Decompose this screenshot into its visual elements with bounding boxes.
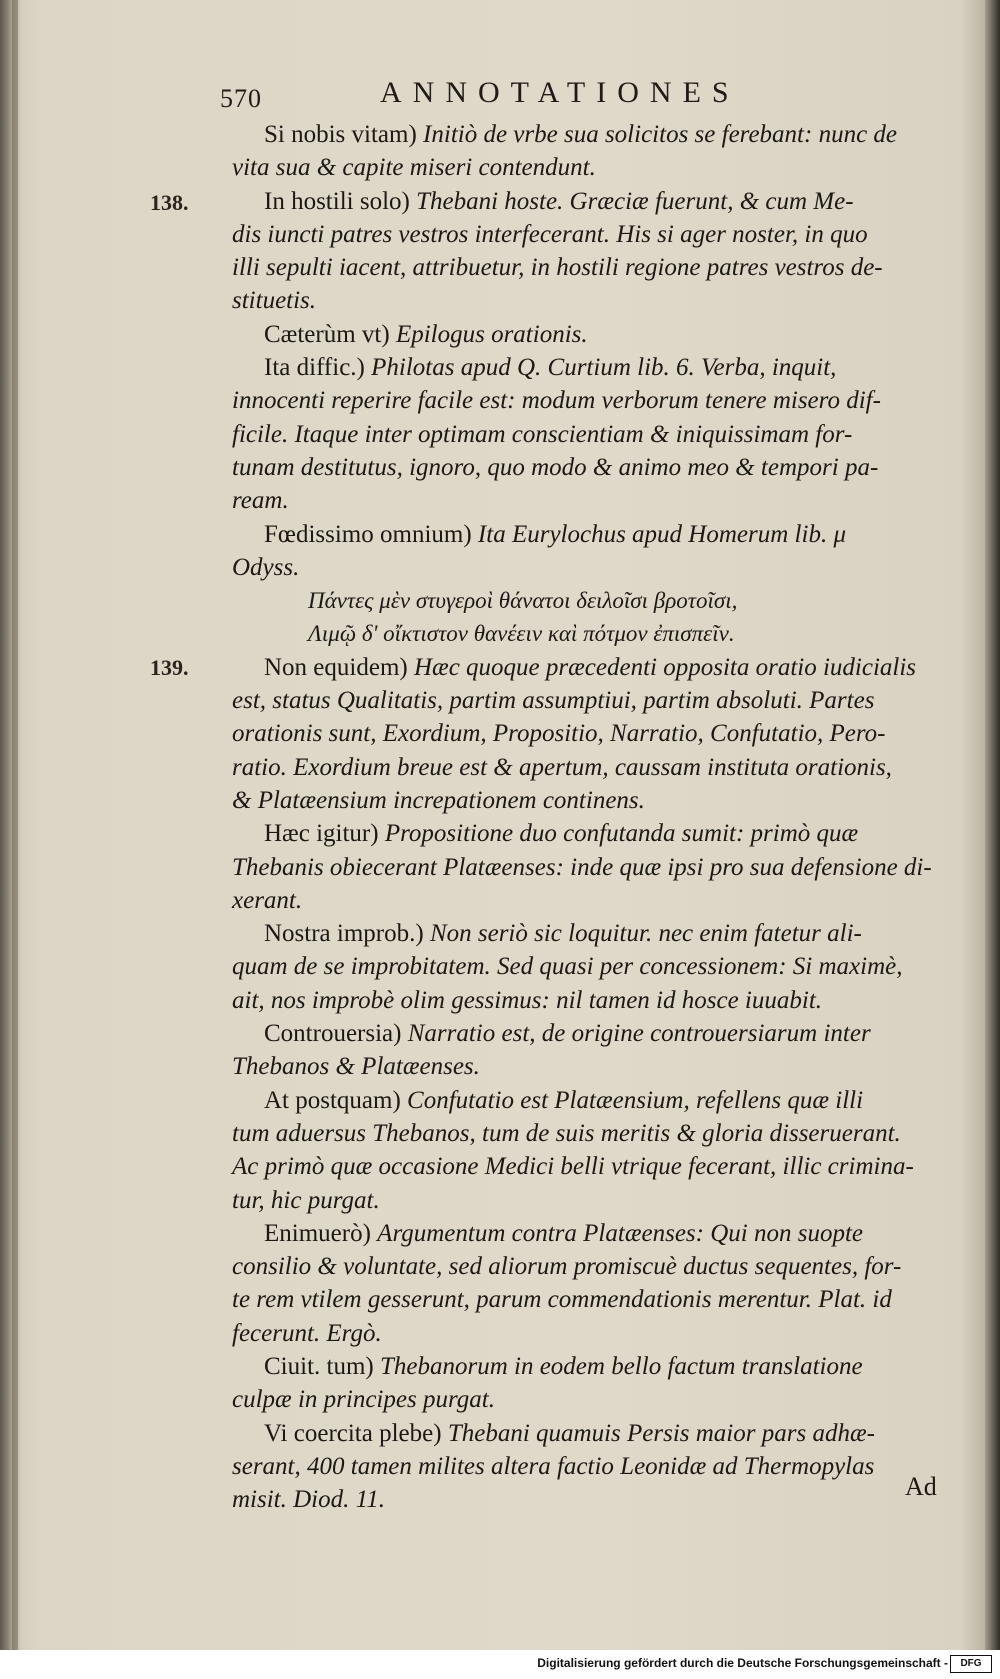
lemma: Enimuerò) [264, 1219, 371, 1247]
commentary: Epilogus orationis. [395, 320, 588, 348]
text-line [232, 484, 952, 517]
commentary: Confutatio est Platæensium, refellens quæ illi [407, 1086, 864, 1114]
text-line [232, 118, 952, 151]
text-line [232, 518, 952, 551]
text-line [232, 1117, 952, 1150]
text-line [232, 251, 952, 284]
text-line [232, 684, 952, 717]
commentary: dis iuncti patres vestros interfecerant. His si ager noster, in quo [232, 220, 868, 248]
commentary: innocenti reperire facile est: modum verborum tenere misero dif- [232, 387, 881, 415]
book-edge [985, 0, 1000, 1650]
commentary: Odyss. [232, 553, 300, 581]
text-line [232, 851, 952, 884]
commentary: Ita Eurylochus apud Homerum lib. μ [477, 520, 846, 548]
text-line [232, 185, 952, 218]
commentary: misit. Diod. 11. [232, 1486, 386, 1514]
commentary: stituetis. [232, 287, 317, 315]
text-line [232, 1250, 952, 1283]
lemma: Hæc igitur) [264, 820, 379, 848]
commentary: Initiò de vrbe sua solicitos se ferebant: nunc de [423, 121, 898, 148]
commentary: tunam destitutus, ignoro, quo modo & animo meo & tempori pa- [232, 453, 879, 481]
text-line [232, 884, 952, 917]
greek-verse: Λιμῷ δ' οἴκτιστον θανέειν καὶ πότμον ἐπισπεῖν. [308, 621, 735, 647]
commentary: Thebanorum in eodem bello factum translatione [379, 1352, 863, 1380]
lemma: In hostili solo) [264, 187, 410, 215]
commentary: Narratio est, de origine controuersiarum inter [407, 1020, 871, 1048]
text-line [232, 817, 952, 850]
commentary: Philotas apud Q. Curtium lib. 6. Verba, inquit, [371, 354, 837, 382]
commentary: ratio. Exordium breue est & apertum, caussam instituta orationis, [232, 753, 892, 781]
commentary: Thebani hoste. Græciæ fuerunt, & cum Me- [416, 187, 854, 215]
lemma: Si nobis vitam) [264, 121, 417, 148]
commentary: & Platæensium increpationem continens. [232, 786, 645, 814]
text-line [232, 1350, 952, 1383]
commentary: tum aduersus Thebanos, tum de suis meritis & gloria disseruerant. [232, 1119, 901, 1147]
commentary: Ac primò quæ occasione Medici belli vtrique fecerant, illic crimina- [232, 1153, 914, 1181]
text-line [232, 1050, 952, 1083]
commentary: serant, 400 tamen milites altera factio Leonidæ ad Thermopylas [232, 1452, 875, 1480]
commentary: Non seriò sic loquitur. nec enim fatetur ali- [429, 920, 862, 948]
commentary: Thebani quamuis Persis maior pars adhæ- [447, 1419, 875, 1447]
commentary: est, status Qualitatis, partim assumptiui, partim absoluti. Partes [232, 687, 875, 715]
commentary: ream. [232, 487, 289, 515]
lemma: Vi coercita plebe) [264, 1419, 442, 1447]
lemma: Ciuit. tum) [264, 1352, 374, 1380]
catchword: Ad [905, 1472, 937, 1501]
text-line [232, 1483, 952, 1516]
commentary: Thebanos & Platæenses. [232, 1053, 480, 1081]
text-line [232, 1383, 952, 1416]
commentary: ait, nos improbè olim gessimus: nil tamen id hosce iuuabit. [232, 986, 823, 1014]
dfg-logo: DFG [950, 1655, 992, 1673]
text-line [232, 584, 952, 617]
commentary: vita sua & capite miseri contendunt. [232, 154, 596, 182]
text-line [232, 1017, 952, 1050]
text-line [232, 717, 952, 750]
commentary: xerant. [232, 886, 303, 914]
header-title: ANNOTATIONES [380, 76, 740, 109]
commentary: tur, hic purgat. [232, 1186, 380, 1214]
commentary: ficile. Itaque inter optimam conscientiam & iniquissimam for- [232, 420, 853, 448]
text-line [232, 651, 952, 684]
text-line [232, 551, 952, 584]
footer-credit: Digitalisierung gefördert durch die Deutsche Forschungsgemeinschaft - [537, 1656, 948, 1670]
annotation-text [232, 118, 952, 1516]
text-line [232, 950, 952, 983]
text-line [232, 284, 952, 317]
text-line [232, 1450, 952, 1483]
text-line [232, 1217, 952, 1250]
text-line [232, 418, 952, 451]
digitization-footer [0, 1650, 1000, 1679]
text-line [232, 1283, 952, 1316]
text-line [232, 1417, 952, 1450]
text-line [232, 1150, 952, 1183]
gutter-shadow [12, 0, 18, 1650]
commentary: quam de se improbitatem. Sed quasi per concessionem: Si maximè, [232, 953, 903, 981]
commentary: Propositione duo confutanda sumit: primò quæ [384, 820, 859, 848]
text-line [232, 617, 952, 650]
page-number: 570 [220, 84, 262, 113]
text-line [232, 351, 952, 384]
text-line [232, 451, 952, 484]
lemma: Cæterùm vt) [264, 320, 390, 348]
lemma: Ita diffic.) [264, 354, 365, 382]
commentary: culpæ in principes purgat. [232, 1386, 495, 1414]
lemma: Non equidem) [264, 653, 408, 681]
text-line [232, 984, 952, 1017]
text-line [232, 1084, 952, 1117]
text-line [232, 218, 952, 251]
text-line [232, 751, 952, 784]
commentary: consilio & voluntate, sed aliorum promiscuè ductus sequentes, for- [232, 1253, 902, 1281]
commentary: te rem vtilem gesserunt, parum commendationis merentur. Plat. id [232, 1286, 892, 1314]
text-line [232, 917, 952, 950]
text-line [232, 1317, 952, 1350]
commentary: Argumentum contra Platæenses: Qui non suopte [377, 1219, 863, 1247]
text-line [232, 784, 952, 817]
lemma: Fœdissimo omnium) [264, 520, 472, 548]
commentary: orationis sunt, Exordium, Propositio, Narratio, Confutatio, Pero- [232, 720, 886, 748]
text-line [232, 318, 952, 351]
text-line [232, 151, 952, 184]
commentary: Hæc quoque præcedenti opposita oratio iudicialis [413, 653, 917, 681]
lemma: At postquam) [264, 1086, 401, 1114]
text-line [232, 1184, 952, 1217]
commentary: fecerunt. Ergò. [232, 1319, 382, 1347]
margin-number-139: 139. [150, 655, 189, 680]
commentary: illi sepulti iacent, attribuetur, in hostili regione patres vestros de- [232, 254, 883, 282]
commentary: Thebanis obiecerant Platæenses: inde quæ ipsi pro sua defensione di- [232, 853, 932, 881]
greek-verse: Πάντες μὲν στυγεροὶ θάνατοι δειλοῖσι βροτοῖσι, [308, 588, 738, 614]
lemma: Nostra improb.) [264, 920, 424, 948]
lemma: Controuersia) [264, 1020, 402, 1048]
running-head [220, 76, 940, 112]
margin-number-138: 138. [150, 190, 189, 215]
text-line [232, 384, 952, 417]
